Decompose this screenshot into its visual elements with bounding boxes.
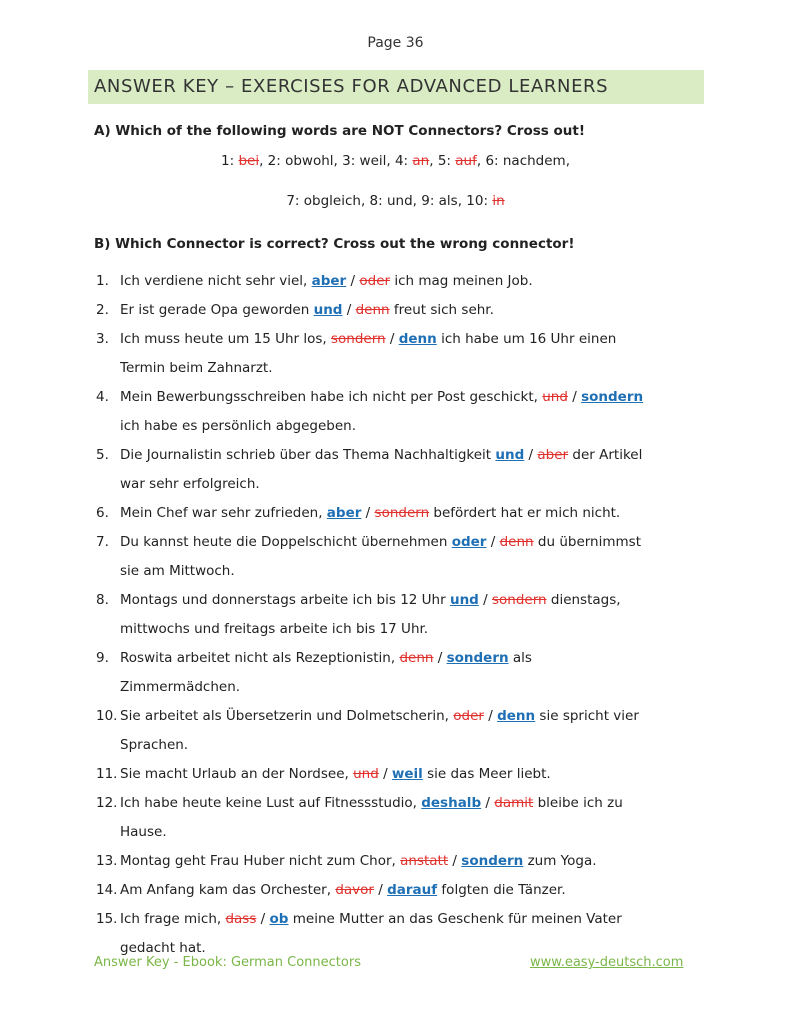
correct-connector: und [313,302,343,318]
sentence-text: mittwochs und freitags arbeite ich bis 17 Uhr. [120,621,429,637]
exercise-item [0,267,791,296]
sentence-text: ich mag meinen Job. [390,273,533,289]
exercise-line [120,586,705,615]
section-a-line-1 [0,153,791,169]
crossed-out-word: dass [225,911,257,927]
crossed-out-word: denn [355,302,390,318]
answer-key-banner [88,70,704,104]
sentence-text: Sie macht Urlaub an der Nordsee, [120,766,354,782]
exercise-line [120,557,705,586]
exercise-line [120,528,705,557]
exercise-item [0,876,791,905]
correct-connector: aber [326,505,362,521]
crossed-out-word: oder [453,708,484,724]
sentence-text: freut sich sehr. [389,302,494,318]
sentence-text: , 6: nachdem, [476,153,570,169]
exercise-line [120,325,705,354]
footer-book-title: Answer Key - Ebook: German Connectors [94,955,361,970]
sentence-text: Ich habe heute keine Lust auf Fitnessstudio, [120,795,422,811]
sentence-text: / [346,273,360,289]
sentence-text: / [342,302,356,318]
sentence-text: , 5: [429,153,456,169]
sentence-text: Am Anfang kam das Orchester, [120,882,336,898]
exercise-line [120,296,705,325]
exercise-number: 2. [96,302,109,318]
sentence-text: bleibe ich zu [533,795,623,811]
exercise-item [0,383,791,441]
exercise-item [0,441,791,499]
sentence-text: ich habe es persönlich abgegeben. [120,418,357,434]
correct-connector: und [449,592,479,608]
sentence-text: Mein Bewerbungsschreiben habe ich nicht per Post geschickt, [120,389,543,405]
exercise-item [0,760,791,789]
correct-connector: ob [269,911,289,927]
sentence-text: Die Journalistin schrieb über das Thema Nachhaltigkeit [120,447,496,463]
sentence-text: dienstags, [546,592,621,608]
sentence-text: Ich frage mich, [120,911,226,927]
sentence-text: Sie arbeitet als Übersetzerin und Dolmetscherin, [120,708,454,724]
correct-connector: sondern [461,853,524,869]
sentence-text: folgten die Tänzer. [437,882,566,898]
exercise-line [120,818,705,847]
crossed-out-word: denn [499,534,534,550]
sentence-text: / [385,331,399,347]
correct-connector: darauf [387,882,438,898]
sentence-text: du übernimmst [533,534,641,550]
correct-connector: weil [391,766,423,782]
sentence-text: befördert hat er mich nicht. [429,505,621,521]
sentence-text: / [433,650,447,666]
sentence-text: sie spricht vier [535,708,639,724]
sentence-text: Montags und donnerstags arbeite ich bis 12 Uhr [120,592,450,608]
exercise-number: 11. [96,766,118,782]
sentence-text: gedacht hat. [120,940,206,956]
crossed-out-word: sondern [491,592,547,608]
sentence-text: / [448,853,462,869]
exercise-number: 14. [96,882,118,898]
exercise-item [0,586,791,644]
banner-title: ANSWER KEY – EXERCISES FOR ADVANCED LEARNERS [94,76,609,97]
sentence-text: Ich verdiene nicht sehr viel, [120,273,312,289]
exercise-line [120,412,705,441]
exercise-item [0,296,791,325]
correct-connector: sondern [581,389,644,405]
exercise-item [0,499,791,528]
sentence-text: 7: obgleich, 8: und, 9: als, 10: [286,193,493,209]
exercise-number: 12. [96,795,118,811]
sentence-text: / [373,882,388,898]
sentence-text: 1: [221,153,239,169]
crossed-out-word: anstatt [400,853,449,869]
sentence-text: meine Mutter an das Geschenk für meinen Vater [288,911,622,927]
correct-connector: denn [398,331,437,347]
sentence-text: Termin beim Zahnarzt. [120,360,273,376]
sentence-text: / [567,389,582,405]
exercise-number: 10. [96,708,118,724]
correct-connector: deshalb [421,795,482,811]
sentence-text: / [256,911,270,927]
exercise-item [0,847,791,876]
exercise-item [0,644,791,702]
section-a-heading: A) Which of the following words are NOT Connectors? Cross out! [94,123,586,139]
exercise-number: 15. [96,911,118,927]
crossed-out-word: und [353,766,379,782]
crossed-out-word: bei [238,153,260,169]
sentence-text: Ich muss heute um 15 Uhr los, [120,331,331,347]
crossed-out-word: sondern [374,505,430,521]
sentence-text: , 2: obwohl, 3: weil, 4: [259,153,413,169]
correct-connector: und [495,447,525,463]
page-number: Page 36 [367,35,424,51]
exercise-item [0,702,791,760]
exercise-number: 3. [96,331,109,347]
exercise-number: 5. [96,447,109,463]
sentence-text: sie am Mittwoch. [120,563,235,579]
sentence-text: / [524,447,538,463]
exercise-line [120,644,705,673]
exercise-line [120,499,705,528]
sentence-text: war sehr erfolgreich. [120,476,260,492]
exercise-list [0,267,791,963]
exercise-number: 6. [96,505,109,521]
exercise-line [120,470,705,499]
exercise-line [120,905,705,934]
sentence-text: / [378,766,392,782]
crossed-out-word: denn [399,650,434,666]
exercise-item [0,528,791,586]
exercise-line [120,731,705,760]
crossed-out-word: oder [359,273,391,289]
sentence-text: / [361,505,375,521]
sentence-text: / [481,795,495,811]
section-b-heading: B) Which Connector is correct? Cross out the wrong connector! [94,236,575,252]
exercise-line [120,673,705,702]
sentence-text: sie das Meer liebt. [422,766,551,782]
exercise-number: 9. [96,650,109,666]
exercise-number: 8. [96,592,109,608]
crossed-out-word: in [492,193,505,209]
section-a-line-2 [0,193,791,209]
sentence-text: Hause. [120,824,167,840]
crossed-out-word: davor [335,882,374,898]
footer-website-link[interactable]: www.easy-deutsch.com [530,955,684,970]
crossed-out-word: und [542,389,568,405]
sentence-text: Du kannst heute die Doppelschicht übernehmen [120,534,452,550]
correct-connector: aber [311,273,347,289]
exercise-number: 4. [96,389,109,405]
crossed-out-word: aber [537,447,569,463]
exercise-number: 13. [96,853,118,869]
sentence-text: der Artikel [568,447,643,463]
correct-connector: sondern [446,650,509,666]
exercise-line [120,267,705,296]
exercise-line [120,876,705,905]
sentence-text: Er ist gerade Opa geworden [120,302,314,318]
exercise-number: 1. [96,273,109,289]
exercise-line [120,702,705,731]
crossed-out-word: an [412,153,430,169]
exercise-line [120,760,705,789]
sentence-text: Sprachen. [120,737,189,753]
exercise-line [120,789,705,818]
sentence-text: / [483,708,498,724]
sentence-text: Roswita arbeitet nicht als Rezeptionistin, [120,650,400,666]
exercise-line [120,847,705,876]
sentence-text: / [486,534,500,550]
exercise-number: 7. [96,534,109,550]
exercise-item [0,789,791,847]
crossed-out-word: auf [455,153,477,169]
exercise-line [120,615,705,644]
sentence-text: zum Yoga. [523,853,597,869]
sentence-text: Mein Chef war sehr zufrieden, [120,505,327,521]
exercise-item [0,325,791,383]
sentence-text: Zimmermädchen. [120,679,241,695]
crossed-out-word: sondern [331,331,386,347]
sentence-text: Montag geht Frau Huber nicht zum Chor, [120,853,401,869]
exercise-line [120,441,705,470]
correct-connector: oder [451,534,487,550]
sentence-text: als [508,650,532,666]
sentence-text: / [478,592,492,608]
sentence-text: ich habe um 16 Uhr einen [436,331,617,347]
crossed-out-word: damit [494,795,534,811]
correct-connector: denn [497,708,536,724]
exercise-line [120,383,705,412]
exercise-line [120,354,705,383]
